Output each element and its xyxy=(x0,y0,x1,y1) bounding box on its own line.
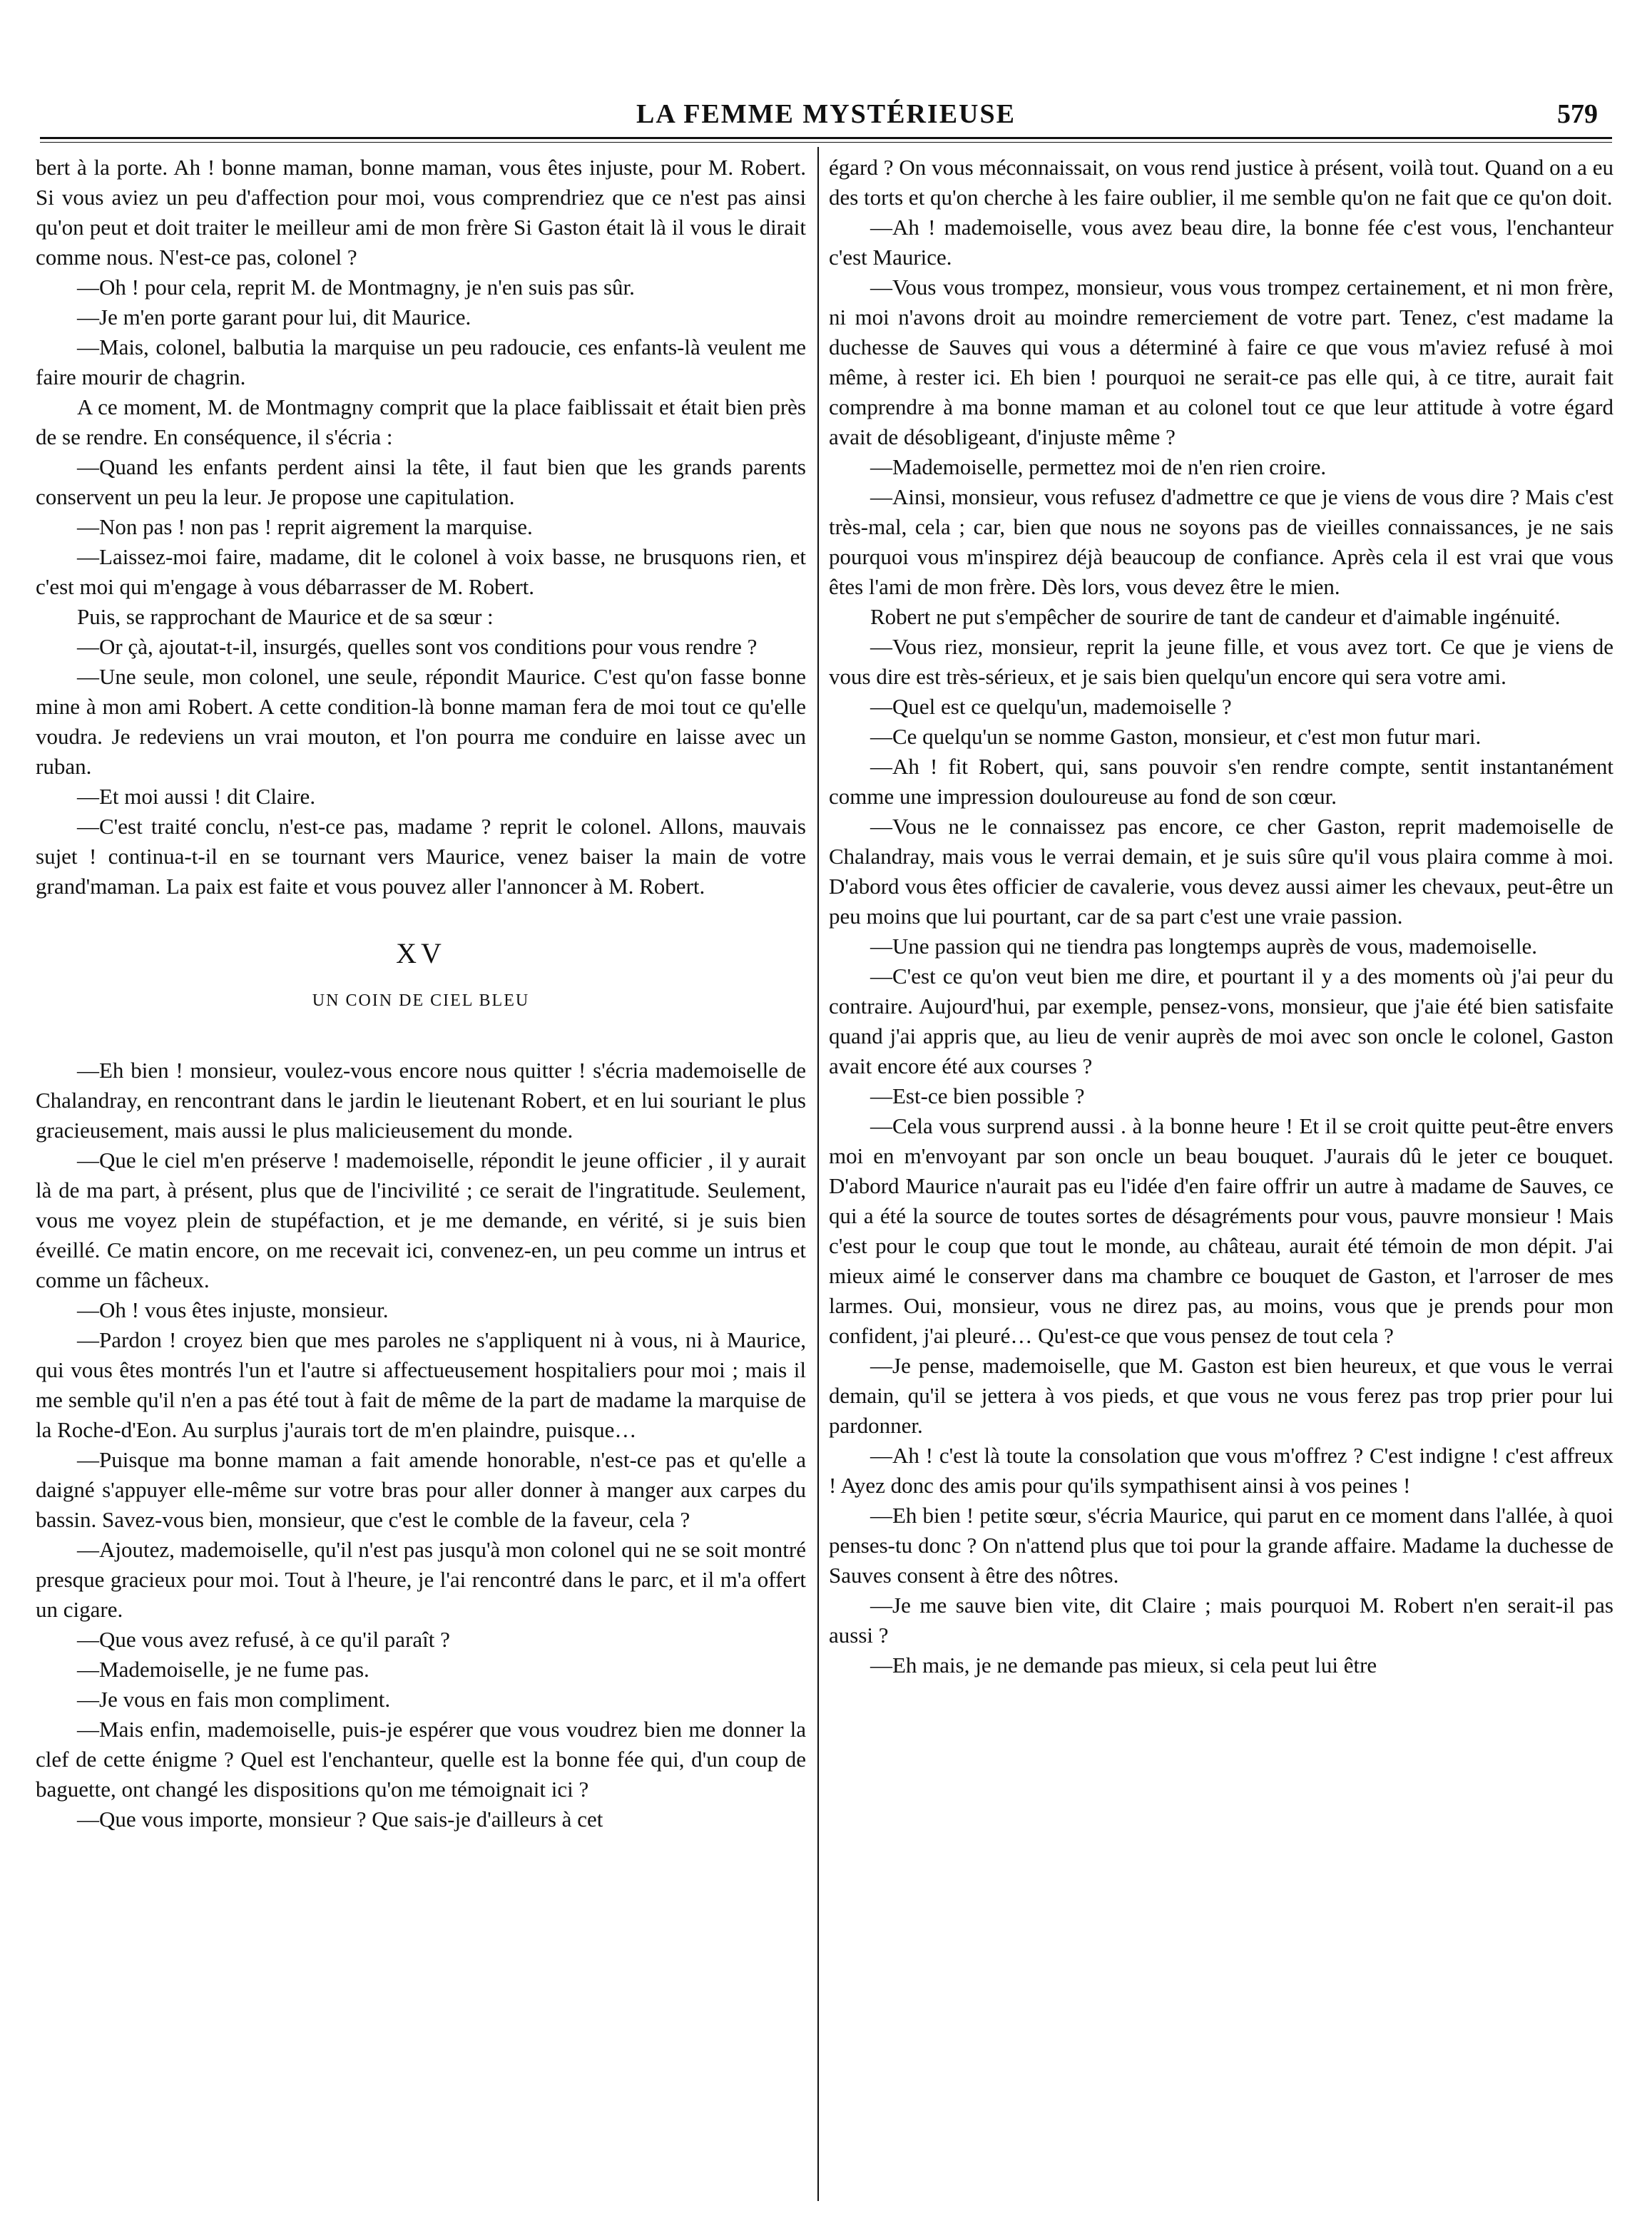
paragraph: —Eh bien ! petite sœur, s'écria Maurice, qui parut en ce moment dans l'allée, à quoi penses-tu donc ? On n'attend plus que toi pour la grande affaire. Madame la duchesse de Sauves consent à être des nôtres. xyxy=(829,1503,1613,1588)
paragraph: —Quand les enfants perdent ainsi la tête, il faut bien que les grands parents conservent un peu la leur. Je propose une capitulation. xyxy=(36,454,806,509)
paragraph: —Ajoutez, mademoiselle, qu'il n'est pas jusqu'à mon colonel qui ne se soit montré presque gracieux pour moi. Tout à l'heure, je l'ai rencontré dans le parc, et il m'a offert un cigare. xyxy=(36,1537,806,1622)
header-rule xyxy=(40,137,1612,139)
paragraph: —Une passion qui ne tiendra pas longtemps auprès de vous, mademoiselle. xyxy=(870,934,1537,959)
chapter-title: UN COIN DE CIEL BLEU xyxy=(312,991,530,1010)
paragraph: —Je pense, mademoiselle, que M. Gaston est bien heureux, et que vous le verrai demain, qu'il se jettera à vos pieds, et que vous ne vous ferez pas trop prier pour lui pardonner. xyxy=(829,1353,1613,1438)
paragraph: —Quel est ce quelqu'un, mademoiselle ? xyxy=(870,694,1232,719)
paragraph: —Est-ce bien possible ? xyxy=(870,1083,1085,1108)
paragraph: —Que le ciel m'en préserve ! mademoiselle, répondit le jeune officier , il y aurait là de ma part, à présent, plus que de l'incivilité ; ce serait de l'ingratitude. Seulement, vous me voyez plein de stupéfaction, et je me demande, en vérité, si je suis bien éveillé. Ce matin encore, on me recevait ici, convenez-en, un peu comme un intrus et comme un fâcheux. xyxy=(36,1148,806,1292)
page-number: 579 xyxy=(1557,99,1598,129)
running-title: LA FEMME MYSTÉRIEUSE xyxy=(636,99,1016,129)
paragraph: A ce moment, M. de Montmagny comprit que la place faiblissait et était bien près de se rendre. En conséquence, il s'écria : xyxy=(36,394,806,449)
paragraph: —Or çà, ajoutat-t-il, insurgés, quelles sont vos conditions pour vous rendre ? xyxy=(77,634,758,659)
paragraph: Robert ne put s'empêcher de sourire de tant de candeur et d'aimable ingénuité. xyxy=(870,604,1561,629)
paragraph: —Une seule, mon colonel, une seule, répondit Maurice. C'est qu'on fasse bonne mine à mon ami Robert. A cette condition-là bonne maman fera de moi tout ce qu'elle voudra. Je redeviens un vrai mouton, et l'on pourra me conduire en laisse avec un ruban. xyxy=(36,664,806,779)
paragraph: —Cela vous surprend aussi . à la bonne heure ! Et il se croit quitte peut-être envers moi en m'envoyant par son oncle un beau bouquet. J'aurais dû le jeter ce bouquet. D'abord Maurice n'aurait pas eu l'idée d'en faire offrir un autre à madame de Sauves, ce qui a été la source de toutes sortes de désagréments pour vous, pauvre monsieur ! Mais c'est pour le coup que tout le monde, au château, aurait été témoin de mon dépit. J'ai mieux aimé le conserver dans ma chambre ce bouquet de Gaston, et l'arroser de mes larmes. Oui, monsieur, vous ne direz pas, au moins, vous que je prends pour mon confident, j'ai pleuré… Qu'est-ce que vous pensez de tout cela ? xyxy=(829,1113,1613,1348)
chapter-number: XV xyxy=(396,937,446,969)
right-column xyxy=(829,153,1613,1680)
paragraph: —Oh ! vous êtes injuste, monsieur. xyxy=(77,1297,389,1322)
paragraph: —Eh bien ! monsieur, voulez-vous encore nous quitter ! s'écria mademoiselle de Chalandray, en rencontrant dans le jardin le lieutenant Robert, et en lui souriant le plus gracieusement, mais aussi le plus malicieusement du monde. xyxy=(36,1058,806,1143)
paragraph: —Mais, colonel, balbutia la marquise un peu radoucie, ces enfants-là veulent me faire mourir de chagrin. xyxy=(36,335,806,389)
paragraph: —Que vous avez refusé, à ce qu'il paraît ? xyxy=(77,1627,450,1652)
paragraph: —Et moi aussi ! dit Claire. xyxy=(77,784,316,809)
paragraph: —Que vous importe, monsieur ? Que sais-je d'ailleurs à cet xyxy=(77,1807,603,1832)
paragraph: —Je m'en porte garant pour lui, dit Maurice. xyxy=(77,305,471,330)
paragraph: —Ah ! fit Robert, qui, sans pouvoir s'en rendre compte, sentit instantanément comme une impression douloureuse au fond de son cœur. xyxy=(829,754,1613,809)
header-rule-thin xyxy=(40,142,1612,143)
paragraph: Puis, se rapprochant de Maurice et de sa sœur : xyxy=(77,604,494,629)
paragraph: —Vous ne le connaissez pas encore, ce cher Gaston, reprit mademoiselle de Chalandray, mais vous le verrai demain, et je suis sûre qu'il vous plaira comme à moi. D'abord vous êtes officier de cavalerie, vous devez aussi aimer les chevaux, peut-être un peu moins que lui pourtant, car de sa part c'est une vraie passion. xyxy=(829,814,1613,929)
paragraph: —Je vous en fais mon compliment. xyxy=(77,1687,391,1712)
left-column xyxy=(36,153,806,1834)
paragraph: —Oh ! pour cela, reprit M. de Montmagny, je n'en suis pas sûr. xyxy=(77,275,635,300)
paragraph: —Laissez-moi faire, madame, dit le colonel à voix basse, ne brusquons rien, et c'est moi qui m'engage à vous débarrasser de M. Robert. xyxy=(36,544,806,599)
paragraph: —Mademoiselle, permettez moi de n'en rien croire. xyxy=(870,454,1327,479)
paragraph: bert à la porte. Ah ! bonne maman, bonne maman, vous êtes injuste, pour M. Robert. Si vous aviez un peu d'affection pour moi, vous comprendriez que ce n'est pas ainsi qu'on peut et doit traiter le meilleur ami de mon frère Si Gaston était là il vous le dirait comme nous. N'est-ce pas, colonel ? xyxy=(36,155,806,270)
paragraph: —C'est ce qu'on veut bien me dire, et pourtant il y a des moments où j'ai peur du contraire. Aujourd'hui, par exemple, pensez-vons, monsieur, que j'aie été bien satisfaite quand j'ai appris que, au lieu de venir auprès de moi avec son oncle le colonel, Gaston avait encore été aux courses ? xyxy=(829,964,1613,1078)
paragraph: —Puisque ma bonne maman a fait amende honorable, n'est-ce pas et qu'elle a daigné s'appuyer elle-même sur votre bras pour aller donner à manger aux carpes du bassin. Savez-vous bien, monsieur, que c'est le comble de la faveur, cela ? xyxy=(36,1447,806,1532)
paragraph: —Ainsi, monsieur, vous refusez d'admettre ce que je viens de vous dire ? Mais c'est très-mal, cela ; car, bien que nous ne soyons pas de vieilles connaissances, je ne sais pourquoi vous m'inspirez déjà beaucoup de confiance. Après cela il est vrai que vous êtes l'ami de mon frère. Dès lors, vous devez être le mien. xyxy=(829,484,1613,599)
paragraph: —Pardon ! croyez bien que mes paroles ne s'appliquent ni à vous, ni à Maurice, qui vous êtes montrés l'un et l'autre si affectueusement hospitaliers pour moi ; mais il me semble qu'il n'en a pas été tout à fait de même de la part de madame la marquise de la Roche-d'Eon. Au surplus j'aurais tort de m'en plaindre, puisque… xyxy=(36,1327,806,1442)
paragraph: —Ce quelqu'un se nomme Gaston, monsieur, et c'est mon futur mari. xyxy=(870,724,1482,749)
paragraph: —Eh mais, je ne demande pas mieux, si cela peut lui être xyxy=(870,1653,1377,1678)
paragraph: égard ? On vous méconnaissait, on vous rend justice à présent, voilà tout. Quand on a eu des torts et qu'on cherche à les faire oublier, il me semble qu'on ne fait que ce qu'on doit. xyxy=(829,155,1613,210)
paragraph: —Je me sauve bien vite, dit Claire ; mais pourquoi M. Robert n'en serait-il pas aussi ? xyxy=(829,1593,1613,1648)
paragraph: —Ah ! c'est là toute la consolation que vous m'offrez ? C'est indigne ! c'est affreux ! Ayez donc des amis pour qu'ils sympathisent ainsi à vos peines ! xyxy=(829,1443,1613,1498)
column-divider xyxy=(817,147,819,2201)
paragraph: —Ah ! mademoiselle, vous avez beau dire, la bonne fée c'est vous, l'enchanteur c'est Maurice. xyxy=(829,215,1613,270)
paragraph: —Vous riez, monsieur, reprit la jeune fille, et vous avez tort. Ce que je viens de vous dire est très-sérieux, et je sais bien quelqu'un encore qui sera votre ami. xyxy=(829,634,1613,689)
page-header xyxy=(40,98,1612,141)
paragraph: —Vous vous trompez, monsieur, vous vous trompez certainement, et ni mon frère, ni moi n'avons droit au moindre remerciement de votre part. Tenez, c'est madame la duchesse de Sauves qui vous a déterminé à faire ce que vous m'aviez refusé à moi même, à rester ici. Eh bien ! pourquoi ne serait-ce pas elle qui, à ce titre, aurait fait comprendre à ma bonne maman et au colonel tout ce que leur attitude à votre égard avait de désobligeant, d'injuste même ? xyxy=(829,275,1613,449)
paragraph: —Non pas ! non pas ! reprit aigrement la marquise. xyxy=(77,514,533,539)
paragraph: —Mademoiselle, je ne fume pas. xyxy=(77,1657,369,1682)
paragraph: —C'est traité conclu, n'est-ce pas, madame ? reprit le colonel. Allons, mauvais sujet ! continua-t-il en se tournant vers Maurice, venez baiser la main de votre grand'maman. La paix est faite et vous pouvez aller l'annoncer à M. Robert. xyxy=(36,814,806,899)
paragraph: —Mais enfin, mademoiselle, puis-je espérer que vous voudrez bien me donner la clef de cette énigme ? Quel est l'enchanteur, quelle est la bonne fée qui, d'un coup de baguette, ont changé les dispositions qu'on me témoignait ici ? xyxy=(36,1717,806,1802)
